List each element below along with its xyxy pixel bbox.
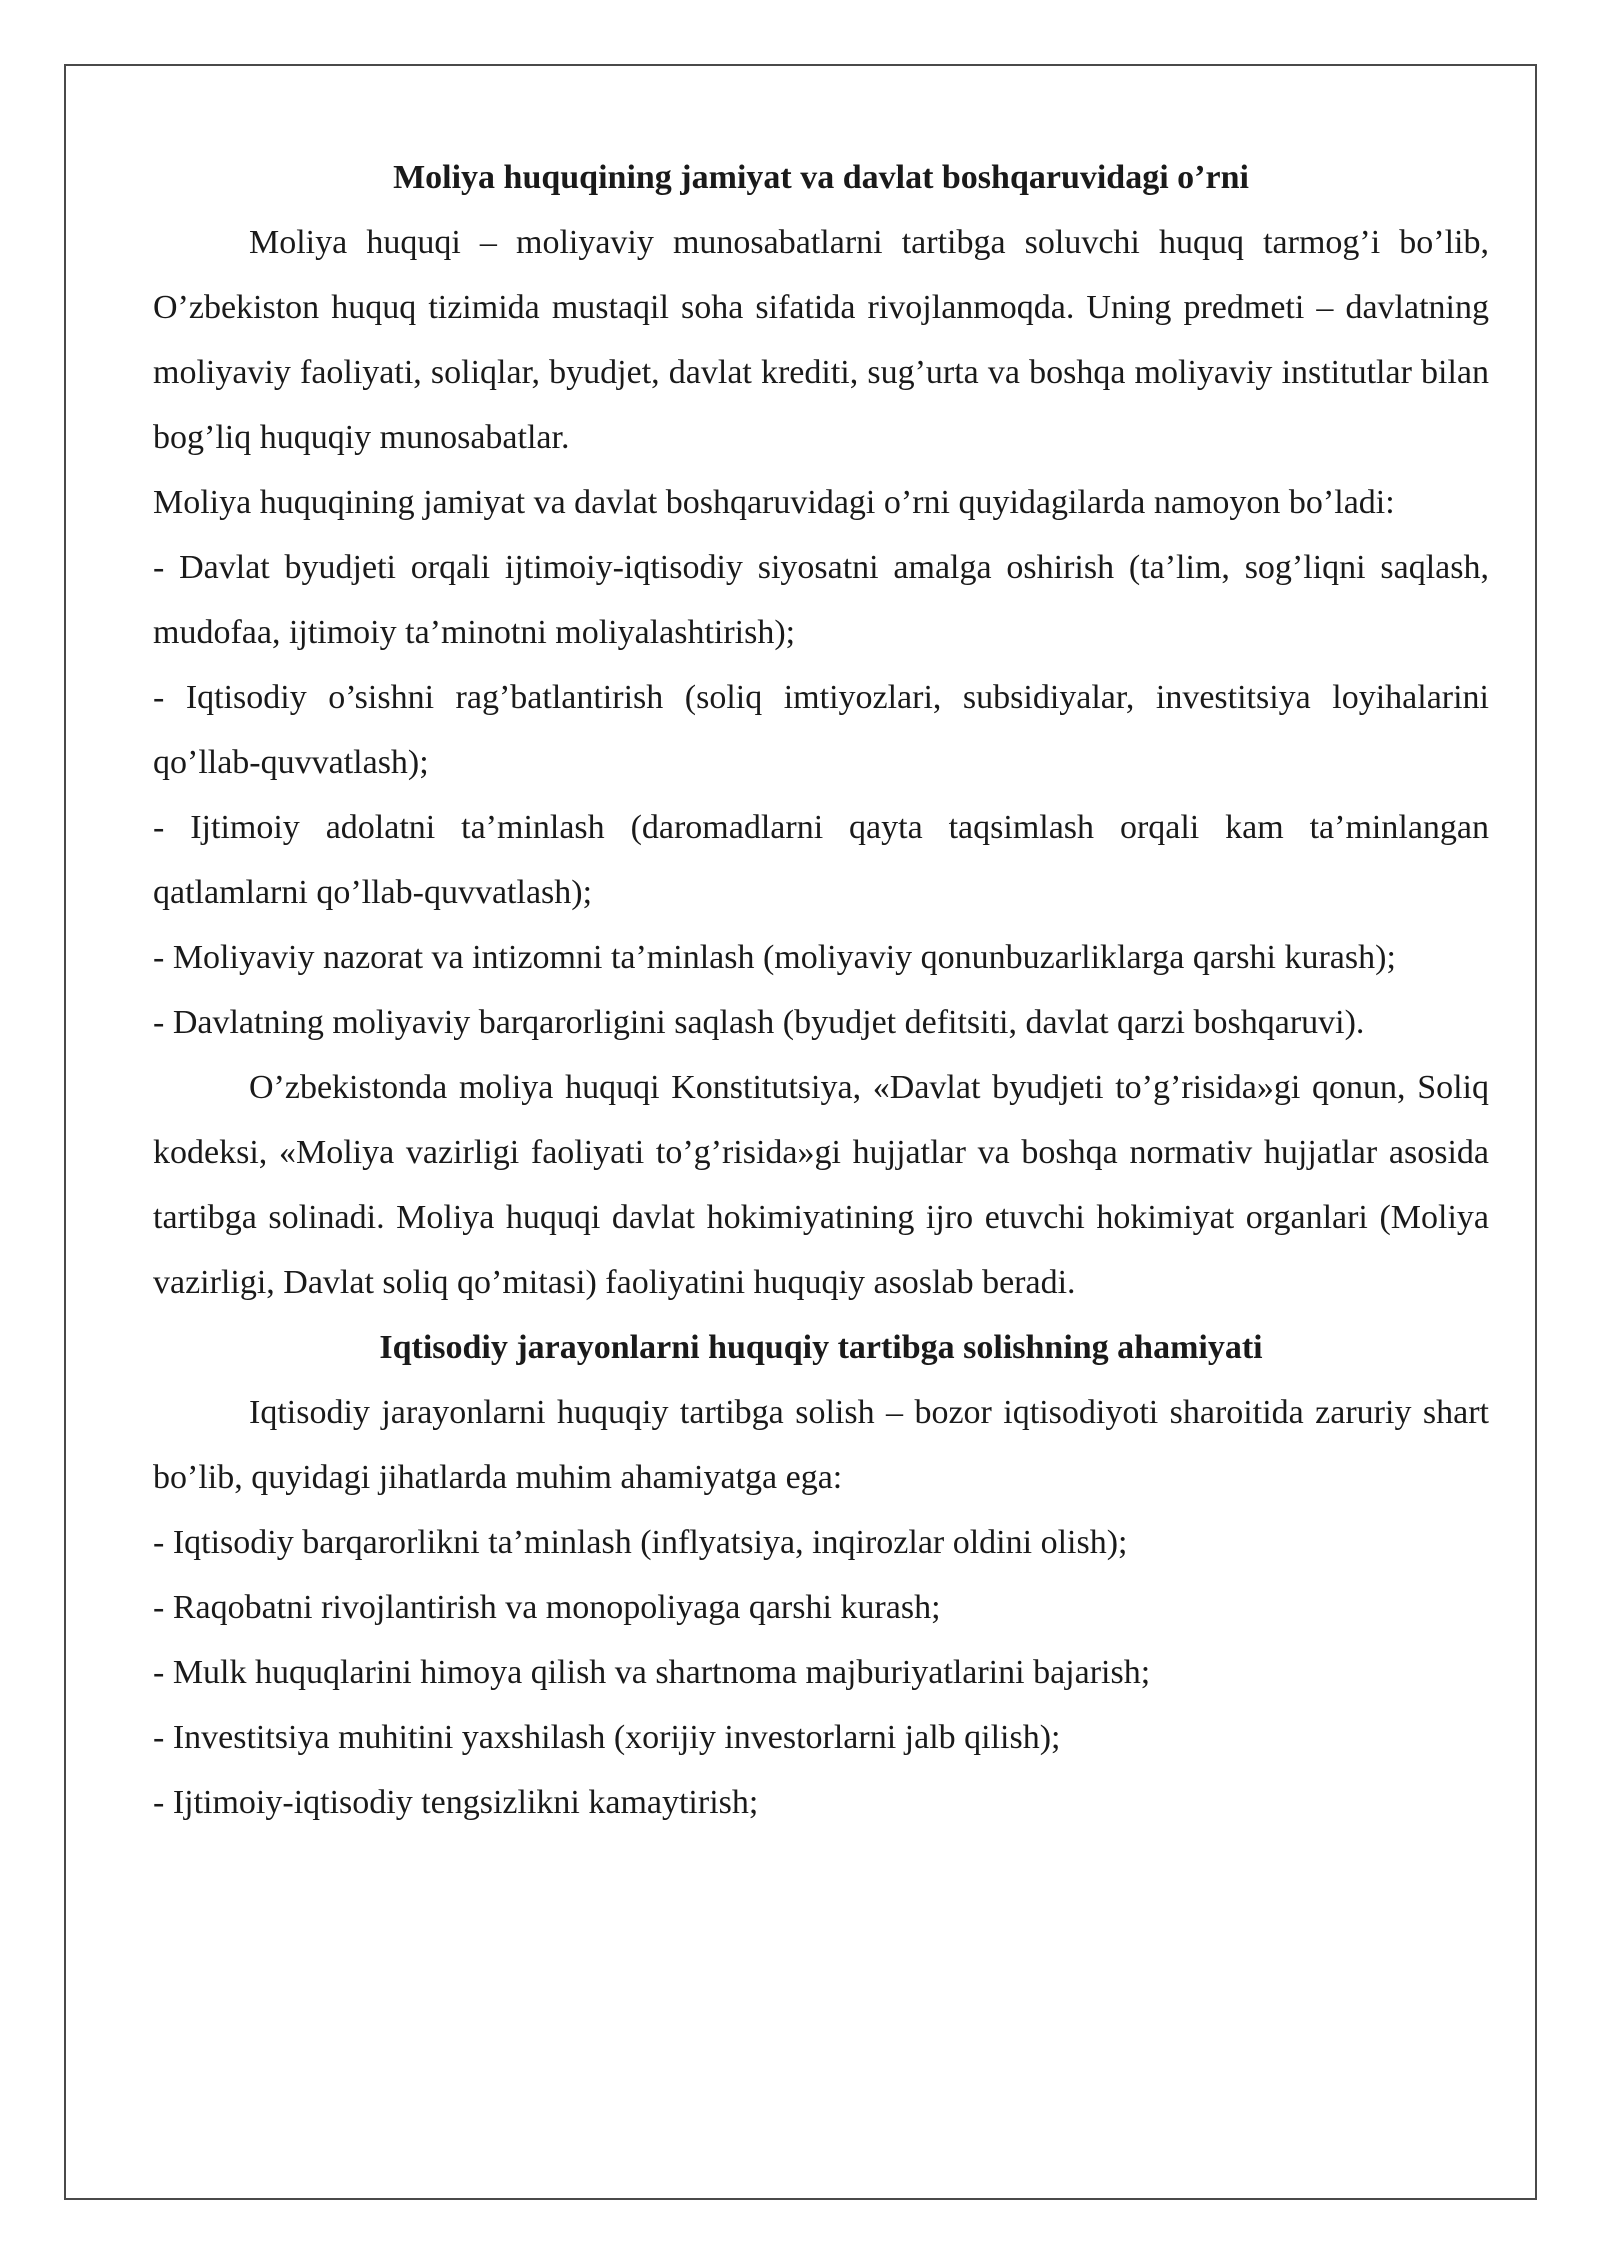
paragraph-4: Iqtisodiy jarayonlarni huquqiy tartibga solish – bozor iqtisodiyoti sharoitida zaruriy shart bo’lib, quyidagi jihatlarda muhim ahamiyatga ega: (153, 1394, 1489, 1496)
list-item: - Raqobatni rivojlantirish va monopoliyaga qarshi kurash; (153, 1589, 941, 1626)
paragraph-1: Moliya huquqi – moliyaviy munosabatlarni tartibga soluvchi huquq tarmog’i bo’lib, O’zbekiston huquq tizimida mustaqil soha sifatida rivojlanmoqda. Uning predmeti – davlatning moliyaviy faoliyati, soliqlar, byudjet, davlat krediti, sug’urta va boshqa moliyaviy institutlar bilan bog’liq huquqiy munosabatlar. (153, 224, 1489, 456)
list-item: - Iqtisodiy barqarorlikni ta’minlash (inflyatsiya, inqirozlar oldini olish); (153, 1524, 1128, 1561)
section-heading-2: Iqtisodiy jarayonlarni huquqiy tartibga solishning ahamiyati (379, 1329, 1263, 1366)
document-body (153, 145, 1489, 1835)
list-item: - Ijtimoiy adolatni ta’minlash (daromadlarni qayta taqsimlash orqali kam ta’minlangan qatlamlarni qo’llab-quvvatlash); (153, 809, 1489, 911)
section-heading-1: Moliya huquqining jamiyat va davlat boshqaruvidagi o’rni (393, 159, 1249, 196)
list-item: - Davlatning moliyaviy barqarorligini saqlash (byudjet defitsiti, davlat qarzi boshqaruvi). (153, 1004, 1365, 1041)
list-item: - Investitsiya muhitini yaxshilash (xorijiy investorlarni jalb qilish); (153, 1719, 1061, 1756)
list-item: - Davlat byudjeti orqali ijtimoiy-iqtisodiy siyosatni amalga oshirish (ta’lim, sog’liqni saqlash, mudofaa, ijtimoiy ta’minotni moliyalashtirish); (153, 549, 1489, 651)
paragraph-2: Moliya huquqining jamiyat va davlat boshqaruvidagi o’rni quyidagilarda namoyon bo’ladi: (153, 484, 1395, 521)
list-item: - Moliyaviy nazorat va intizomni ta’minlash (moliyaviy qonunbuzarliklarga qarshi kurash); (153, 939, 1396, 976)
list-item: - Ijtimoiy-iqtisodiy tengsizlikni kamaytirish; (153, 1784, 759, 1821)
list-item: - Mulk huquqlarini himoya qilish va shartnoma majburiyatlarini bajarish; (153, 1654, 1151, 1691)
list-item: - Iqtisodiy o’sishni rag’batlantirish (soliq imtiyozlari, subsidiyalar, investitsiya loyihalarini qo’llab-quvvatlash); (153, 679, 1489, 781)
paragraph-3: O’zbekistonda moliya huquqi Konstitutsiya, «Davlat byudjeti to’g’risida»gi qonun, Soliq kodeksi, «Moliya vazirligi faoliyati to’g’risida»gi hujjatlar va boshqa normativ hujjatlar asosida tartibga solinadi. Moliya huquqi davlat hokimiyatining ijro etuvchi hokimiyat organlari (Moliya vazirligi, Davlat soliq qo’mitasi) faoliyatini huquqiy asoslab beradi. (153, 1069, 1489, 1301)
